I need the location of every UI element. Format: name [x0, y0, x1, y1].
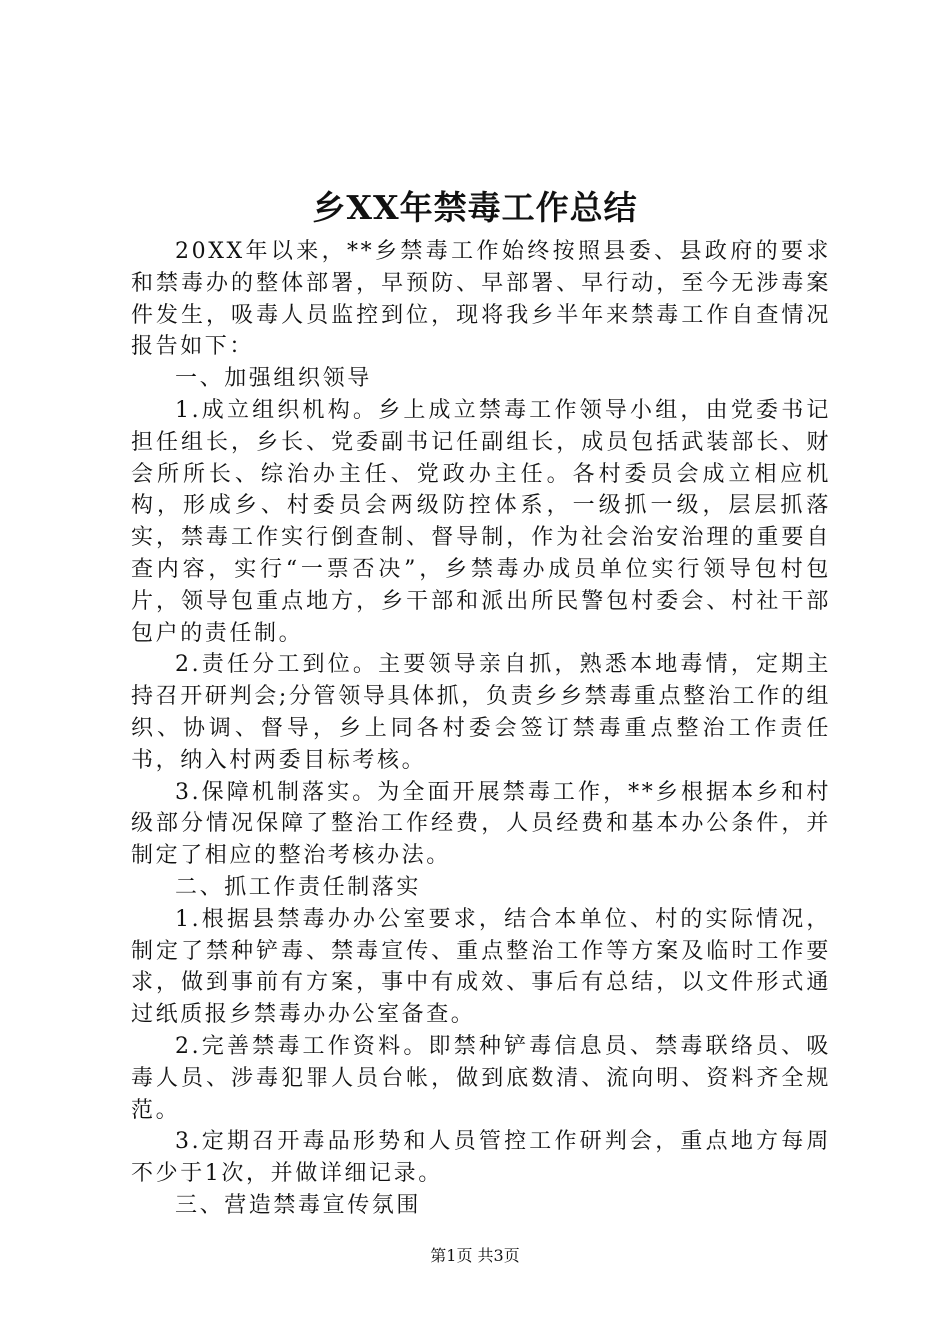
section-heading: 二、抓工作责任制落实: [175, 874, 422, 900]
body-paragraph: 1.根据县禁毒办办公室要求，结合本单位、村的实际情况，制定了禁种铲毒、禁毒宣传、重点整治工作等方案及临时工作要求，做到事前有方案，事中有成效、事后有总结，以文件形式通过纸质报乡禁毒办办公室备查。: [131, 906, 831, 1028]
body-paragraph: 2.责任分工到位。主要领导亲自抓，熟悉本地毒情，定期主持召开研判会;分管领导具体抓，负责乡乡禁毒重点整治工作的组织、协调、督导，乡上同各村委会签订禁毒重点整治工作责任书，纳入村两委目标考核。: [131, 652, 831, 773]
intro-paragraph: 20XX年以来，**乡禁毒工作始终按照县委、县政府的要求和禁毒办的整体部署，早预防、早部署、早行动，至今无涉毒案件发生，吸毒人员监控到位，现将我乡半年来禁毒工作自查情况报告如下：: [131, 239, 831, 360]
body-paragraph: 3.定期召开毒品形势和人员管控工作研判会，重点地方每周不少于1次，并做详细记录。: [131, 1129, 831, 1187]
page-footer: 第1页 共3页: [430, 1246, 520, 1265]
body-paragraph: 2.完善禁毒工作资料。即禁种铲毒信息员、禁毒联络员、吸毒人员、涉毒犯罪人员台帐，做到底数清、流向明、资料齐全规范。: [131, 1033, 831, 1123]
body-paragraph: 3.保障机制落实。为全面开展禁毒工作，**乡根据本乡和村级部分情况保障了整治工作经费，人员经费和基本办公条件，并制定了相应的整治考核办法。: [131, 779, 831, 869]
section-heading: 一、加强组织领导: [175, 366, 372, 392]
section-heading: 三、营造禁毒宣传氛围: [175, 1192, 422, 1218]
document-body: [131, 236, 831, 1222]
document-title: 乡XX年禁毒工作总结: [312, 188, 638, 227]
body-paragraph: 1.成立组织机构。乡上成立禁毒工作领导小组，由党委书记担任组长，乡长、党委副书记任副组长，成员包括武装部长、财会所所长、综治办主任、党政办主任。各村委员会成立相应机构，形成乡、村委员会两级防控体系，一级抓一级，层层抓落实，禁毒工作实行倒查制、督导制，作为社会治安治理的重要自查内容，实行“一票否决”，乡禁毒办成员单位实行领导包村包片，领导包重点地方，乡干部和派出所民警包村委会、村社干部包户的责任制。: [131, 397, 831, 646]
